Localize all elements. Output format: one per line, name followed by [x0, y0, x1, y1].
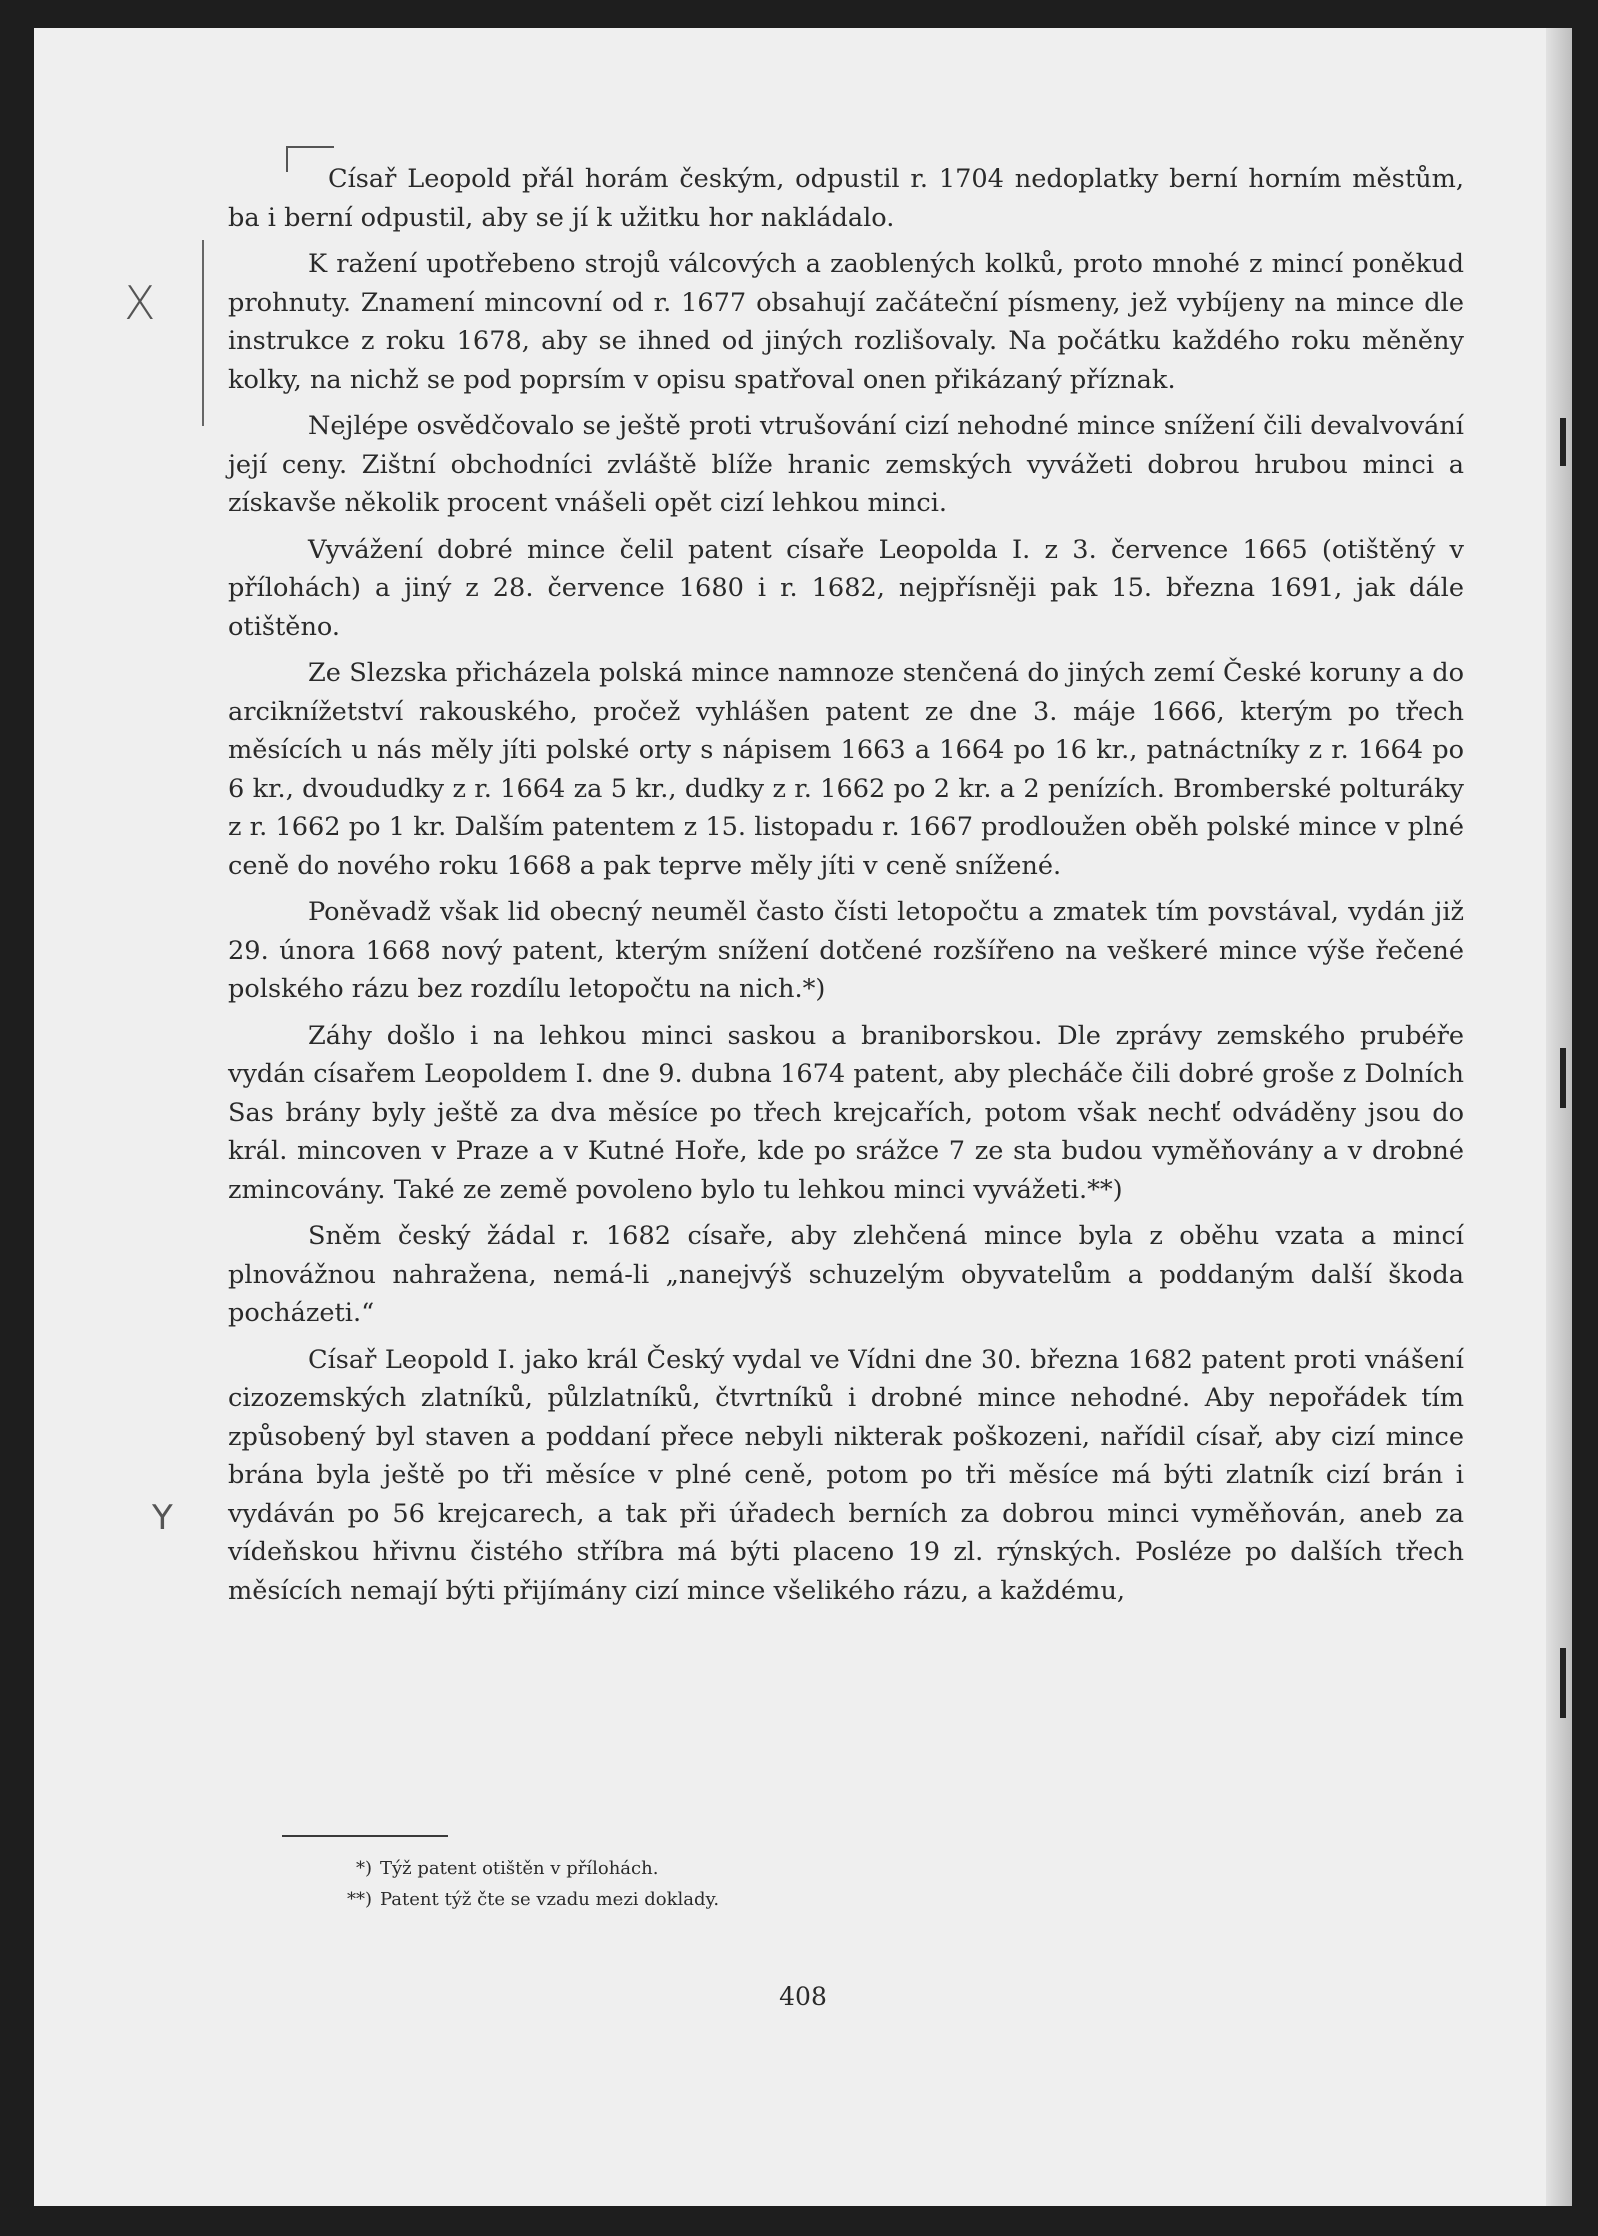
footnote-divider	[282, 1835, 448, 1837]
footnote-text: Týž patent otištěn v přílohách.	[380, 1858, 659, 1879]
footnotes	[342, 1853, 1242, 1915]
paragraph: Sněm český žádal r. 1682 císaře, aby zlehčená mince byla z oběhu vzata a mincí plnovážnou nahražena, nemá-li „nanejvýš schuzelým obyvatelům a poddaným další škoda pocházeti.“	[228, 1221, 1464, 1328]
paragraph: Ze Slezska přicházela polská mince namnoze stenčená do jiných zemí České koruny a do arciknížetství rakouského, pročež vyhlášen patent ze dne 3. máje 1666, kterým po třech měsících u nás měly jíti polské orty s nápisem 1663 a 1664 po 16 kr., patnáctníky z r. 1664 po 6 kr., dvoududky z r. 1664 za 5 kr., dudky z r. 1662 po 2 kr. a 2 penízích. Bromberské polturáky z r. 1662 po 1 kr. Dalším patentem z 15. listopadu r. 1667 prodloužen oběh polské mince v plné ceně do nového roku 1668 a pak teprve měly jíti v ceně snížené.	[228, 658, 1464, 881]
edge-tab-mark	[1560, 1648, 1566, 1718]
page-number: 408	[779, 1982, 827, 2011]
paragraph: K ražení upotřebeno strojů válcových a zaoblených kolků, proto mnohé z mincí poněkud prohnuty. Znamení mincovní od r. 1677 obsahují začáteční písmeny, jež vybíjeny na mince dle instrukce z roku 1678, aby se ihned od jiných rozlišovaly. Na počátku každého roku měněny kolky, na nichž se pod poprsím v opisu spatřoval onen přikázaný příznak.	[228, 249, 1464, 395]
pencil-y-mark: Y	[152, 1498, 173, 1538]
pencil-x-mark: X	[124, 276, 156, 330]
footnote	[342, 1853, 1242, 1884]
edge-tab-mark	[1560, 418, 1566, 466]
paragraph: Poněvadž však lid obecný neuměl často čísti letopočtu a zmatek tím povstával, vydán již 29. února 1668 nový patent, kterým snížení dotčené rozšířeno na veškeré mince výše řečené polského rázu bez rozdílu letopočtu na nich.*)	[228, 897, 1464, 1004]
book-page	[34, 28, 1572, 2206]
paragraph: Nejlépe osvědčovalo se ještě proti vtrušování cizí nehodné mince snížení čili devalvování její ceny. Zištní obchodníci zvláště blíže hranic zemských vyvážeti dobrou hrubou minci a získavše několik procent vnášeli opět cizí lehkou minci.	[228, 411, 1464, 518]
footnote-mark: *)	[355, 1858, 372, 1879]
paragraph: Záhy došlo i na lehkou minci saskou a braniborskou. Dle zprávy zemského prubéře vydán císařem Leopoldem I. dne 9. dubna 1674 patent, aby plecháče čili dobré groše z Dolních Sas brány byly ještě za dva měsíce po třech krejcařích, potom však nechť odváděny jsou do král. mincoven v Praze a v Kutné Hoře, kde po srážce 7 ze sta budou vyměňovány a v drobné zmincovány. Také ze země povoleno bylo tu lehkou minci vyvážeti.**)	[228, 1020, 1464, 1205]
pencil-margin-line	[202, 240, 204, 426]
edge-tab-mark	[1560, 1048, 1566, 1108]
paragraph: Vyvážení dobré mince čelil patent císaře Leopolda I. z 3. července 1665 (otištěný v přílohách) a jiný z 28. července 1680 i r. 1682, nejpřísněji pak 15. března 1691, jak dále otištěno.	[228, 534, 1464, 642]
body-text	[228, 160, 1464, 1618]
page-edge-shadow	[1546, 28, 1572, 2206]
footnote-text: Patent týž čte se vzadu mezi doklady.	[380, 1889, 720, 1910]
paragraph: Císař Leopold přál horám českým, odpustil r. 1704 nedoplatky berní horním městům, ba i berní odpustil, aby se jí k užitku hor nakládalo.	[228, 164, 1464, 233]
paragraph: Císař Leopold I. jako král Český vydal ve Vídni dne 30. března 1682 patent proti vnášení cizozemských zlatníků, půlzlatníků, čtvrtníků i drobné mince nehodné. Aby nepořádek tím způsobený byl staven a poddaní přece nebyli nikterak poškozeni, nařídil císař, aby cizí mince brána byla ještě po tři měsíce v plné ceně, potom po tři měsíce má býti zlatník cizí brán i vydáván po 56 krejcarech, a tak při úřadech berních za dobrou minci vyměňován, aneb za vídeňskou hřivnu čistého stříbra má býti placeno 19 zl. rýnských. Posléze po dalších třech měsících nemají býti přijímány cizí mince všelikého rázu, a každému,	[228, 1344, 1464, 1606]
footnote	[342, 1884, 1242, 1915]
footnote-mark: **)	[346, 1889, 372, 1910]
